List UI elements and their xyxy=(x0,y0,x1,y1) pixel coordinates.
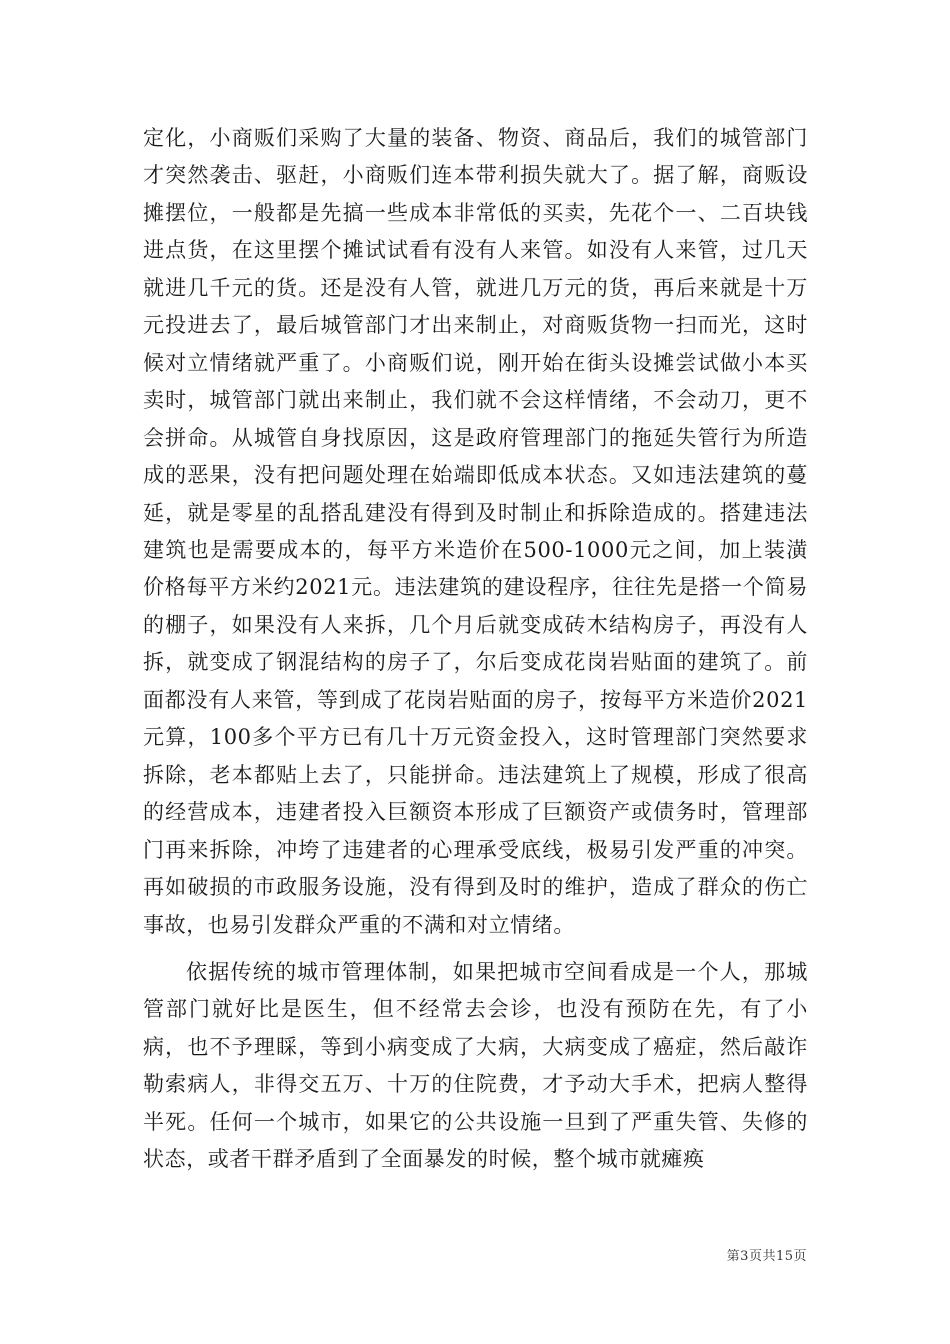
paragraph-1: 定化，小商贩们采购了大量的装备、物资、商品后，我们的城管部门才突然袭击、驱赶，小商贩们连本带利损失就大了。据了解，商贩设摊摆位，一般都是先搞一些成本非常低的买卖，先花个一、二百块钱进点货，在这里摆个摊试试看有没有人来管。如没有人来管，过几天就进几千元的货。还是没有人管，就进几万元的货，再后来就是十万元投进去了，最后城管部门才出来制止，对商贩货物一扫而光，这时候对立情绪就严重了。小商贩们说，刚开始在街头设摊尝试做小本买卖时，城管部门就出来制止，我们就不会这样情绪，不会动刀，更不会拼命。从城管自身找原因，这是政府管理部门的拖延失管行为所造成的恶果，没有把问题处理在始端即低成本状态。又如违法建筑的蔓延，就是零星的乱搭乱建没有得到及时制止和拆除造成的。搭建违法建筑也是需要成本的，每平方米造价在500-1000元之间，加上装潢价格每平方米约2021元。违法建筑的建设程序，往往先是搭一个简易的棚子，如果没有人来拆，几个月后就变成砖木结构房子，再没有人拆，就变成了钢混结构的房子了，尔后变成花岗岩贴面的建筑了。前面都没有人来管，等到成了花岗岩贴面的房子，按每平方米造价2021元算，100多个平方已有几十万元资金投入，这时管理部门突然要求拆除，老本都贴上去了，只能拼命。违法建筑上了规模，形成了很高的经营成本，违建者投入巨额资本形成了巨额资产或债务时，管理部门再来拆除，冲垮了违建者的心理承受底线，极易引发严重的冲突。再如破损的市政服务设施，没有得到及时的维护，造成了群众的伤亡事故，也易引发群众严重的不满和对立情绪。 xyxy=(143,126,808,937)
paragraph-2: 依据传统的城市管理体制，如果把城市空间看成是一个人，那城管部门就好比是医生，但不经常去会诊，也没有预防在先，有了小病，也不予理睬，等到小病变成了大病，大病变成了癌症，然后敲诈勒索病人，非得交五万、十万的住院费，才予动大手术，把病人整得半死。任何一个城市，如果它的公共设施一旦到了严重失管、失修的状态，或者干群矛盾到了全面暴发的时候，整个城市就瘫痪 xyxy=(143,959,808,1172)
page-number: 第3页共15页 xyxy=(726,1249,807,1264)
body-text xyxy=(143,120,808,1179)
